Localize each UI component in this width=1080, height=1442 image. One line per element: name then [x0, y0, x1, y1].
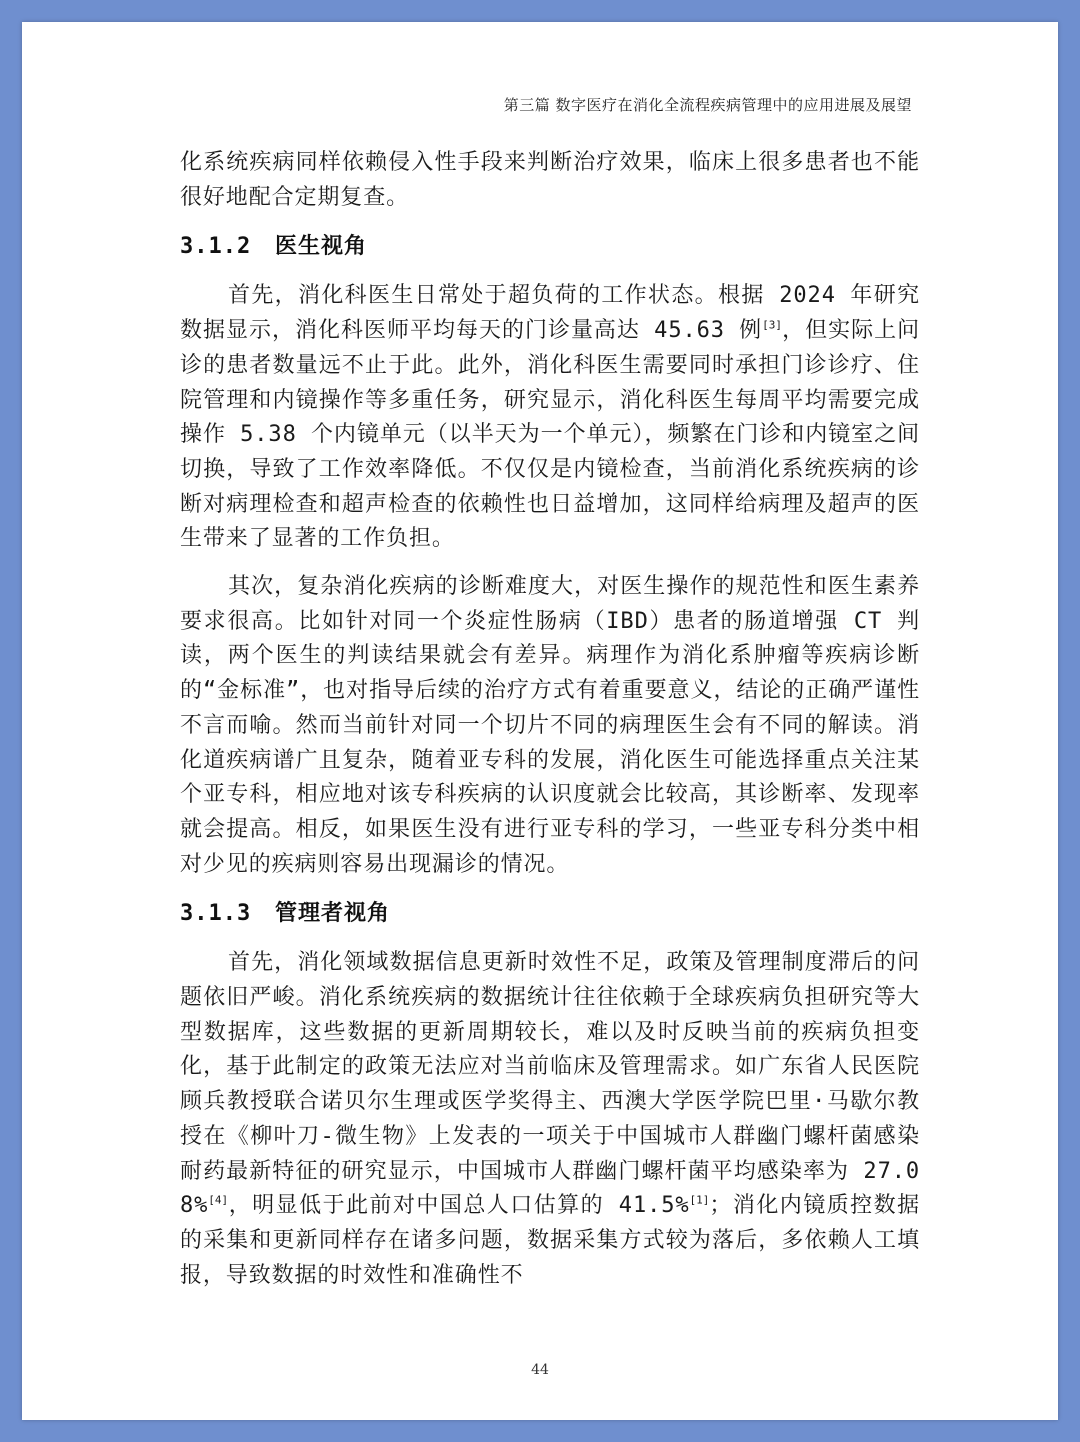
page-number: 44	[531, 1362, 549, 1378]
section-title: 医生视角	[275, 234, 368, 260]
paragraph-text: 首先，消化科医生日常处于超负荷的工作状态。根据 2024 年研究数据显示，消化科医师平均每天的门诊量高达 45.63 例	[180, 283, 920, 344]
paragraph-text: ；消化内镜质控数据的采集和更新同样存在诸多问题，数据采集方式较为落后，多依赖人工填报，导致数据的时效性和准确性不	[180, 1193, 920, 1288]
paragraph-text: ，但实际上问诊的患者数量远不止于此。此外，消化科医生需要同时承担门诊诊疗、住院管理和内镜操作等多重任务，研究显示，消化科医生每周平均需要完成操作 5.38 个内镜单元（以半天为一个单元），频繁在门诊和内镜室之间切换，导致了工作效率降低。不仅仅是内镜检查，当前消化系统疾病的诊断对病理检查和超声检查的依赖性也日益增加，这同样给病理及超声的医生带来了显著的工作负担。	[180, 318, 920, 552]
paragraph-manager-view	[180, 946, 920, 1293]
paragraph-text: 首先，消化领域数据信息更新时效性不足，政策及管理制度滞后的问题依旧严峻。消化系统疾病的数据统计往往依赖于全球疾病负担研究等大型数据库，这些数据的更新周期较长，难以及时反映当前的疾病负担变化，基于此制定的政策无法应对当前临床及管理需求。如广东省人民医院顾兵教授联合诺贝尔生理或医学奖得主、西澳大学医学院巴里·马歇尔教授在《柳叶刀-微生物》上发表的一项关于中国城市人群幽门螺杆菌感染耐药最新特征的研究显示，中国城市人群幽门螺杆菌平均感染率为 27.08%	[180, 950, 920, 1219]
section-title: 管理者视角	[275, 901, 391, 927]
document-page	[22, 22, 1058, 1420]
paragraph-text: ，明显低于此前对中国总人口估算的 41.5%	[228, 1193, 690, 1219]
running-header: 第三篇 数字医疗在消化全流程疾病管理中的应用进展及展望	[503, 96, 912, 114]
paragraph-diagnosis-difficulty: 其次，复杂消化疾病的诊断难度大，对医生操作的规范性和医生素养要求很高。比如针对同一个炎症性肠病（IBD）患者的肠道增强 CT 判读，两个医生的判读结果就会有差异。病理作为消化系肿瘤等疾病诊断的“金标准”，也对指导后续的治疗方式有着重要意义，结论的正确严谨性不言而喻。然而当前针对同一个切片不同的病理医生会有不同的解读。消化道疾病谱广且复杂，随着亚专科的发展，消化医生可能选择重点关注某个亚专科，相应地对该专科疾病的认识度就会比较高，其诊断率、发现率就会提高。相反，如果医生没有进行亚专科的学习，一些亚专科分类中相对少见的疾病则容易出现漏诊的情况。	[180, 574, 920, 877]
citation-ref: [4]	[208, 1193, 229, 1207]
section-number: 3.1.3	[180, 901, 252, 927]
page-body	[180, 146, 920, 1293]
section-number: 3.1.2	[180, 234, 252, 260]
paragraph-continued: 化系统疾病同样依赖侵入性手段来判断治疗效果，临床上很多患者也不能很好地配合定期复查。	[180, 150, 920, 210]
paragraph-doctor-workload	[180, 279, 920, 557]
section-heading-3-1-2	[180, 230, 920, 264]
citation-ref: [1]	[689, 1193, 710, 1207]
citation-ref: [3]	[762, 318, 783, 332]
section-heading-3-1-3	[180, 897, 920, 931]
